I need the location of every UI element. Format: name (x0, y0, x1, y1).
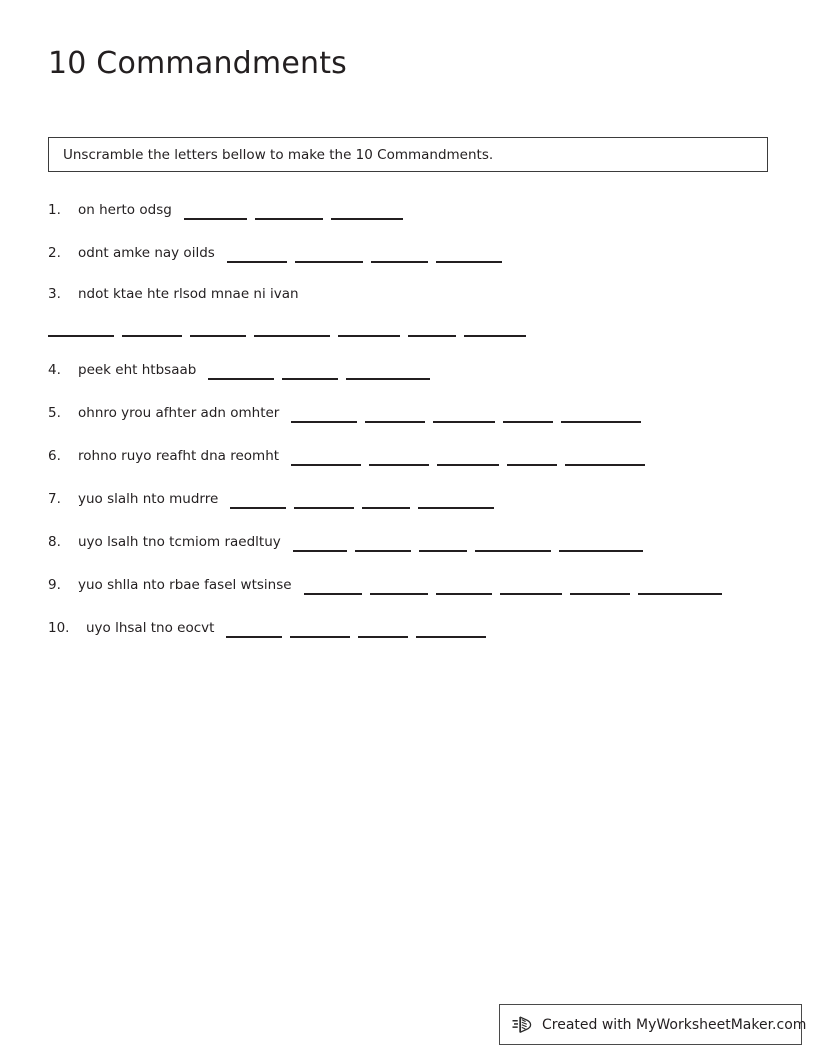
question-row (0, 573, 816, 595)
question-number: 8. (48, 534, 61, 550)
answer-blank[interactable] (362, 491, 410, 509)
question-row (0, 616, 816, 638)
question-line (48, 198, 796, 220)
answer-blank[interactable] (418, 491, 494, 509)
scrambled-text: yuo shlla nto rbae fasel wtsinse (78, 577, 292, 593)
question-number: 9. (48, 577, 61, 593)
scrambled-text: ndot ktae hte rlsod mnae ni ivan (78, 286, 299, 302)
question-number: 1. (48, 202, 61, 218)
answer-blank[interactable] (436, 245, 502, 263)
answer-blank[interactable] (294, 491, 354, 509)
page-title: 10 Commandments (48, 46, 347, 81)
answer-blank[interactable] (503, 405, 553, 423)
answer-blanks (227, 241, 510, 263)
answer-blank[interactable] (291, 448, 361, 466)
answer-blank[interactable] (290, 620, 350, 638)
footer-badge-text: Created with MyWorksheetMaker.com (542, 1016, 807, 1033)
question-line (48, 487, 796, 509)
answer-blank[interactable] (638, 577, 722, 595)
answer-blanks (291, 401, 649, 423)
question-number: 3. (48, 286, 61, 302)
answer-blank[interactable] (416, 620, 486, 638)
answer-blank[interactable] (291, 405, 357, 423)
answer-blank[interactable] (365, 405, 425, 423)
question-line (48, 616, 796, 638)
answer-blanks (208, 358, 438, 380)
answer-blank[interactable] (500, 577, 562, 595)
answer-blank[interactable] (122, 319, 182, 337)
answer-blank[interactable] (254, 319, 330, 337)
answer-blank[interactable] (561, 405, 641, 423)
answer-blank[interactable] (358, 620, 408, 638)
question-number: 10. (48, 620, 70, 636)
question-row (0, 444, 816, 466)
question-line (48, 284, 796, 337)
answer-blank[interactable] (48, 319, 114, 337)
question-row (0, 530, 816, 552)
answer-blank[interactable] (565, 448, 645, 466)
question-number: 6. (48, 448, 61, 464)
answer-blanks (226, 616, 494, 638)
answer-blank[interactable] (437, 448, 499, 466)
answer-blank[interactable] (184, 202, 247, 220)
answer-blank[interactable] (436, 577, 492, 595)
question-line (48, 530, 796, 552)
answer-blank[interactable] (371, 245, 428, 263)
answer-blank[interactable] (230, 491, 286, 509)
answer-blank[interactable] (346, 362, 430, 380)
question-line (48, 241, 796, 263)
answer-blank[interactable] (295, 245, 363, 263)
scrambled-text: rohno ruyo reafht dna reomht (78, 448, 280, 464)
question-number: 7. (48, 491, 61, 507)
question-row (0, 198, 816, 220)
answer-blanks (291, 444, 653, 466)
worksheet-maker-logo-icon (512, 1014, 534, 1036)
scrambled-text: peek eht htbsaab (78, 362, 197, 378)
instruction-text: Unscramble the letters bellow to make the 10 Commandments. (63, 146, 494, 163)
scrambled-text: uyo lhsal tno eocvt (86, 620, 215, 636)
answer-blank[interactable] (338, 319, 400, 337)
question-line (48, 444, 796, 466)
question-line (48, 358, 796, 380)
answer-blanks (304, 573, 730, 595)
answer-blank[interactable] (208, 362, 274, 380)
answer-blank[interactable] (304, 577, 362, 595)
answer-blank[interactable] (369, 448, 429, 466)
answer-blank[interactable] (227, 245, 287, 263)
instruction-box (48, 137, 768, 172)
answer-blank[interactable] (475, 534, 551, 552)
answer-blanks (293, 530, 651, 552)
answer-blank[interactable] (507, 448, 557, 466)
question-row (0, 358, 816, 380)
answer-blank[interactable] (282, 362, 338, 380)
footer-badge[interactable] (499, 1004, 807, 1045)
scrambled-text: on herto odsg (78, 202, 172, 218)
answer-blank[interactable] (331, 202, 403, 220)
answer-blanks (48, 315, 534, 337)
answer-blank[interactable] (226, 620, 282, 638)
question-row (0, 284, 816, 337)
question-row (0, 241, 816, 263)
answer-blank[interactable] (559, 534, 643, 552)
question-line (48, 573, 796, 595)
answer-blank[interactable] (190, 319, 246, 337)
question-list (0, 198, 816, 659)
answer-blank[interactable] (293, 534, 347, 552)
question-number: 4. (48, 362, 61, 378)
answer-blank[interactable] (419, 534, 467, 552)
answer-blanks (184, 198, 411, 220)
scrambled-text: ohnro yrou afhter adn omhter (78, 405, 280, 421)
answer-blank[interactable] (408, 319, 456, 337)
question-line (48, 401, 796, 423)
question-number: 2. (48, 245, 61, 261)
question-number: 5. (48, 405, 61, 421)
question-row (0, 487, 816, 509)
answer-blank[interactable] (355, 534, 411, 552)
scrambled-text: uyo lsalh tno tcmiom raedltuy (78, 534, 281, 550)
answer-blank[interactable] (464, 319, 526, 337)
scrambled-text: yuo slalh nto mudrre (78, 491, 219, 507)
scrambled-text: odnt amke nay oilds (78, 245, 215, 261)
answer-blank[interactable] (255, 202, 323, 220)
answer-blanks (230, 487, 502, 509)
answer-blank[interactable] (570, 577, 630, 595)
answer-blank[interactable] (433, 405, 495, 423)
question-row (0, 401, 816, 423)
answer-blank[interactable] (370, 577, 428, 595)
